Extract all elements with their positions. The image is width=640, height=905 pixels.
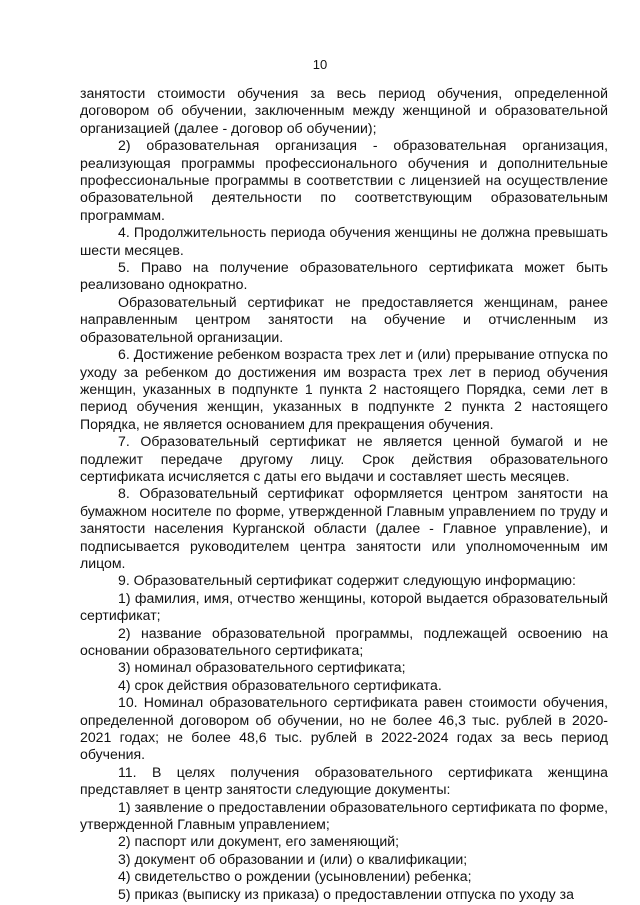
page-number: 10 [312,57,328,72]
paragraph: 9. Образовательный сертификат содержит следующую информацию: [118,572,576,589]
paragraph: 4. Продолжительность периода обучения женщины не должна превышать шести месяцев. [80,224,608,258]
paragraph: 3) документ об образовании и (или) о квалификации; [118,850,468,867]
paragraph: 11. В целях получения образовательного сертификата женщина представляет в центр занятости следующие документы: [80,763,608,798]
paragraph: 1) заявление о предоставлении образовательного сертификата по форме, утвержденной Главным управлением; [80,798,608,833]
paragraph: Образовательный сертификат не предоставляется женщинам, ранее направленным центром занятости на обучение и отчисленным из образовательной организации. [80,293,608,345]
paragraph: 6. Достижение ребенком возраста трех лет и (или) прерывание отпуска по уходу за ребенком до достижения им возраста трех лет в период обучения женщин, указанных в подпункте 1 пункта 2 настоящего Порядка, семи лет в период обучения женщин, указанных в подпункте 2 пункта 2 настоящего Порядка, не является основанием для прекращения обучения. [80,346,608,432]
paragraph: 5. Право на получение образовательного сертификата может быть реализовано однократно. [80,259,608,293]
paragraph: занятости стоимости обучения за весь период обучения, определенной договором об обучении, заключенным между женщиной и образовательной организацией (далее - договор об обучении); [80,85,608,136]
paragraph: 4) свидетельство о рождении (усыновлении) ребенка; [118,868,472,885]
paragraph: 7. Образовательный сертификат не является ценной бумагой и не подлежит передаче другому лицу. Срок действия образовательного сертификата исчисляется с даты его выдачи и составляет шесть месяцев. [80,433,608,484]
paragraph: 2) название образовательной программы, подлежащей освоению на основании образовательного сертификата; [80,624,608,658]
document-body [80,85,608,903]
paragraph: 4) срок действия образовательного сертификата. [118,676,442,693]
paragraph: 5) приказ (выписку из приказа) о предоставлении отпуска по уходу за [118,885,574,902]
paragraph: 10. Номинал образовательного сертификата равен стоимости обучения, определенной договором об обучении, но не более 46,3 тыс. рублей в 2020-2021 годах; не более 48,6 тыс. рублей в 2022-2024 годах за весь период обучения. [80,694,608,763]
paragraph: 2) паспорт или документ, его заменяющий; [118,833,400,850]
paragraph: 1) фамилия, имя, отчество женщины, которой выдается образовательный сертификат; [80,589,608,624]
paragraph: 2) образовательная организация - образовательная организация, реализующая программы профессионального обучения и дополнительные профессиональные программы в соответствии с лицензией на осуществление образовательной деятельности по соответствующим образовательным программам. [80,137,608,223]
paragraph: 8. Образовательный сертификат оформляется центром занятости на бумажном носителе по форме, утвержденной Главным управлением по труду и занятости населения Курганской области (далее - Главное управление), и подписывается руководителем центра занятости или уполномоченным им лицом. [80,485,608,571]
paragraph: 3) номинал образовательного сертификата; [118,659,406,676]
